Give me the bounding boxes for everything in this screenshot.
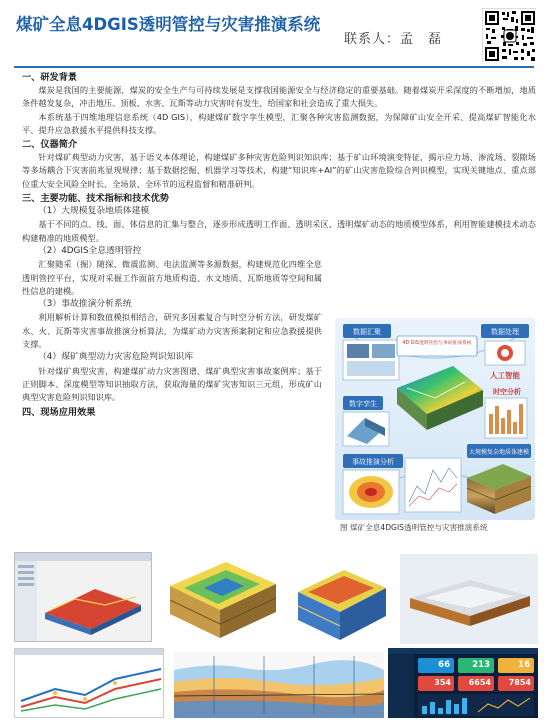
- stat-card[interactable]: [458, 658, 494, 673]
- stat-card[interactable]: [498, 676, 534, 691]
- app-screenshot-dashboard[interactable]: [388, 648, 538, 718]
- subsection-heading: （3）事故推演分析系统: [38, 299, 132, 310]
- app-screenshot-workface[interactable]: [400, 554, 538, 644]
- qr-code-icon: [483, 9, 537, 63]
- label-twin: 数字孪生: [349, 400, 377, 408]
- section-heading: 二、仪器简介: [22, 139, 78, 151]
- paragraph: 本系统基于四维地理信息系统（4D GIS），构建煤矿数字孪生模型，汇聚各种灾害监测数据，为保障矿山安全开采、提高煤矿智能化水平、提升应急救援水平提供科技支撑。: [22, 111, 536, 135]
- application-gallery: [14, 552, 538, 718]
- app-screenshot-section-profile[interactable]: [174, 652, 384, 718]
- app-screenshot-roadway-network[interactable]: [14, 648, 164, 718]
- section-heading: 一、研发背景: [22, 72, 78, 83]
- qr-code[interactable]: [482, 8, 536, 62]
- stat-value: 7854: [508, 678, 531, 687]
- stat-value: 66: [438, 660, 450, 670]
- paragraph: 针对煤矿典型灾害，构建煤矿动力灾害图谱、煤矿典型灾害事故案例库；基于正则脚本、深度模型等知识抽取方法，获取海量的煤矿灾害知识三元组，形成矿山典型灾害危险判识知识库。: [22, 365, 322, 403]
- figure-caption: 图 煤矿全息4DGIS透明管控与灾害推演系统: [340, 523, 488, 532]
- header: [14, 8, 534, 70]
- label-ai: 人工智能: [490, 371, 520, 380]
- paragraph: 煤炭是我国的主要能源，煤炭的安全生产与可持续发展是支撑我国能源安全与经济稳定的重要基础。随着煤炭开采深度的不断增加，地质条件越发复杂，冲击地压、顶板、水害、瓦斯等动力灾害时有发生，给国家和社会造成了重大损失。: [22, 85, 536, 109]
- paragraph: 汇聚随采（掘）随探、微震监测、电法监测等多源数据，构建规范化四维全息透明管控平台，实现对采掘工作面前方地质构造、水文地质、瓦斯地质等空间和属性信息的建模。: [22, 259, 322, 296]
- label-data-process: 数据处理: [491, 328, 519, 336]
- stat-card[interactable]: [418, 658, 454, 673]
- label-geo-model: 大规模复杂地质体建模: [468, 449, 530, 456]
- stat-card[interactable]: [418, 676, 454, 691]
- paragraph: 基于不同的点、线、面、体信息的汇集与整合，逐步形成透明工作面、透明采区、透明煤矿动态的地质模型体系，利用智能建模技术动态构建精准的地质模型。: [22, 219, 536, 243]
- subsection-heading: （4）煤矿典型动力灾害危险判识知识库: [38, 352, 194, 363]
- paragraph: 利用解析计算和数值模拟相结合，研究多因素复合与时空分析方法，研发煤矿水、火、瓦斯等灾害事故推演分析算法，为煤矿动力灾害预案制定和应急救援提供支撑。: [22, 312, 322, 350]
- contact-person: 联系人：孟 磊: [344, 32, 443, 47]
- header-divider: [14, 66, 534, 68]
- stat-value: 213: [472, 660, 490, 670]
- label-time-space: 时空分析: [493, 388, 521, 396]
- section-heading: 三、主要功能、技术指标和技术优势: [22, 193, 169, 205]
- stat-value: 16: [518, 660, 530, 670]
- system-diagram: [335, 318, 535, 520]
- subsection-heading: （2）4DGIS全息透明管控: [38, 245, 142, 256]
- subsection-heading: （1）大规模复杂地质体建模: [38, 206, 150, 217]
- paragraph: 针对煤矿典型动力灾害，基于语义本体理论，构建煤矿多种灾害危险判识知识库；基于矿山环境演变特征，揭示应力场、渗流场、裂隙场等多场耦合下灾害前兆显现规律；基于数据挖掘、机器学习等技术，构建“知识库+AI”的矿山灾害危险综合判识模型，实现关键地点、重点部位重大安全风险全时长、全场景、全环节的远程监督和精准研判。: [22, 152, 536, 189]
- label-center-system: 4D GIS透明管控与事故推演系统: [402, 341, 472, 346]
- app-screenshot-geology-model[interactable]: [14, 552, 152, 642]
- app-screenshot-seam-model[interactable]: [294, 552, 390, 648]
- label-accident: 事故推演分析: [352, 458, 394, 466]
- stat-value: 6654: [468, 678, 491, 687]
- section-heading: 四、现场应用效果: [22, 406, 96, 418]
- narrow-column: [22, 245, 322, 405]
- page-title: 煤矿全息4DGIS透明管控与灾害推演系统: [16, 15, 321, 34]
- dashboard-chart: [418, 694, 534, 716]
- stat-value: 354: [434, 678, 451, 687]
- label-data-gather: 数据汇聚: [353, 328, 381, 336]
- app-screenshot-terrain-3d[interactable]: [164, 552, 282, 648]
- stat-card[interactable]: [458, 676, 494, 691]
- stat-card[interactable]: [498, 658, 534, 673]
